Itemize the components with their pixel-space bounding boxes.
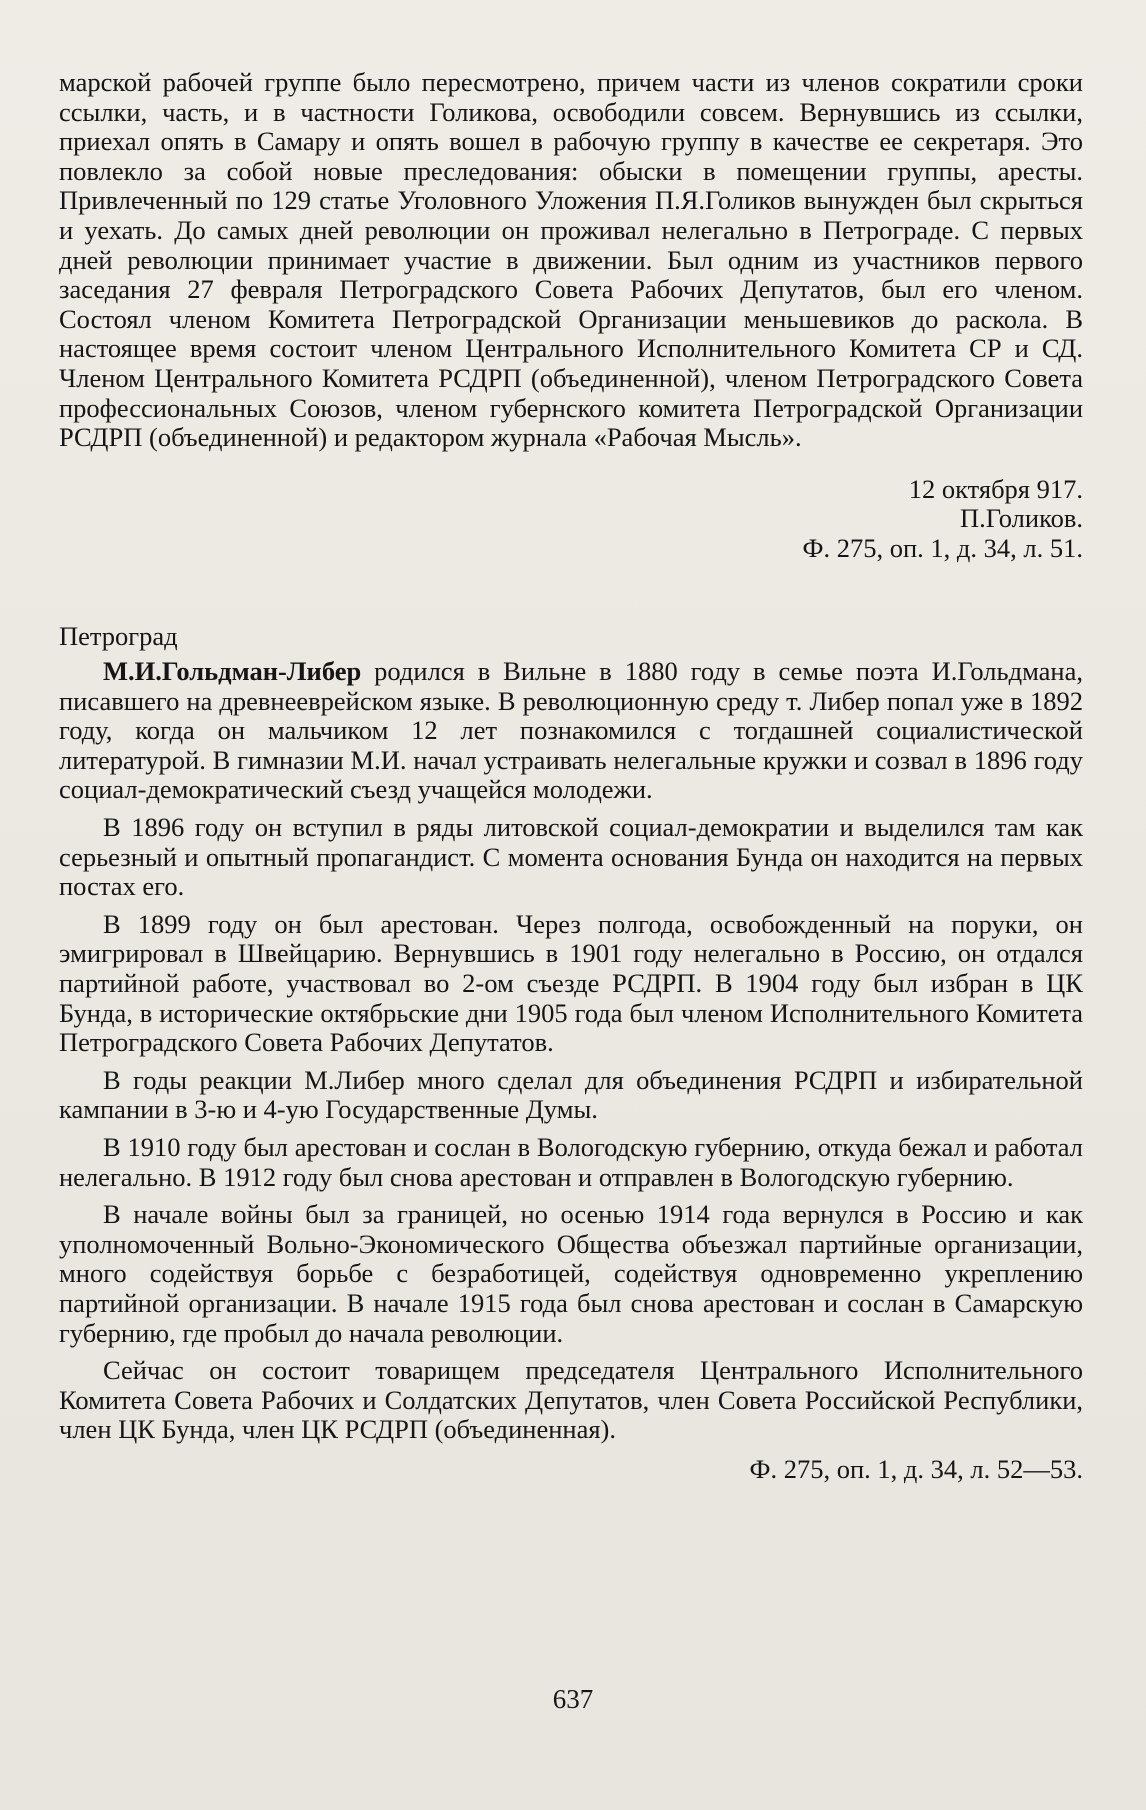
- biography-paragraph-text: родился в Вильне в 1880 году в семье поэта И.Гольдмана, писавшего на древнееврейском языке. В революционную среду т. Либер попал уже в 1892 году, когда он мальчиком 12 лет познакомился с тогдашней социалистической литературой. В гимназии М.И. начал устраивать нелегальные кружки и созвал в 1896 году социал-демократический съезд учащейся молодежи.: [59, 656, 1083, 805]
- signature-name: П.Голиков.: [960, 503, 1083, 534]
- biography-paragraph: [59, 657, 1083, 805]
- archive-reference: Ф. 275, оп. 1, д. 34, л. 52—53.: [749, 1453, 1083, 1484]
- biography-paragraph: В годы реакции М.Либер много сделал для объединения РСДРП и избирательной кампании в 3-ю и 4-ую Государственные Думы.: [59, 1064, 1083, 1125]
- biography-paragraph: В 1899 году он был арестован. Через полгода, освобожденный на поруки, он эмигрировал в Швейцарию. Вернувшись в 1901 году нелегально в Россию, он отдался партийной работе, участвовал во 2-ом съезде РСДРП. В 1904 году был избран в ЦК Бунда, в исторические октябрьские дни 1905 года был членом Исполнительного Комитета Петроградского Совета Рабочих Депутатов.: [59, 908, 1083, 1058]
- biography-paragraph: В 1896 году он вступил в ряды литовской социал-демократии и выделился там как серьезный и опытный пропагандист. С момента основания Бунда он находится на первых постах его.: [59, 812, 1083, 902]
- biography-paragraph: В начале войны был за границей, но осенью 1914 года вернулся в Россию и как уполномоченный Вольно-Экономического Общества объезжал партийные организации, много содействуя борьбе с безработицей, содействуя одновременно укреплению партийной организации. В начале 1915 года был снова арестован и сослан в Самарскую губернию, где пробыл до начала революции.: [59, 1199, 1083, 1348]
- biography-paragraph: Сейчас он состоит товарищем председателя Центрального Исполнительного Комитета Совета Рабочих и Солдатских Депутатов, член Совета Российской Республики, член ЦК Бунда, член ЦК РСДРП (объединенная).: [59, 1355, 1083, 1445]
- biography-paragraph: В 1910 году был арестован и сослан в Вологодскую губернию, откуда бежал и работал нелегально. В 1912 году был снова арестован и отправлен в Вологодскую губернию.: [59, 1132, 1083, 1192]
- main-text: [59, 68, 1083, 1485]
- person-name: М.И.Гольдман-Либер: [103, 656, 362, 687]
- page-number: 637: [552, 1684, 594, 1714]
- archive-reference: Ф. 275, оп. 1, д. 34, л. 51.: [802, 532, 1083, 563]
- place-heading: Петроград: [59, 620, 178, 651]
- continuation-paragraph: марской рабочей группе было пересмотрено, причем части из членов сократили сроки ссылки, часть, и в частности Голикова, освободили совсем. Вернувшись из ссылки, приехал опять в Самару и опять вошел в рабочую группу в качестве ее секретаря. Это повлекло за собой новые преследования: обыски в помещении группы, аресты. Привлеченный по 129 статье Уголовного Уложения П.Я.Голиков вынужден был скрыться и уехать. До самых дней революции он проживал нелегально в Петрограде. С первых дней революции принимает участие в движении. Был одним из участников первого заседания 27 февраля Петроградского Совета Рабочих Депутатов, был его членом. Состоял членом Комитета Петроградской Организации меньшевиков до раскола. В настоящее время состоит членом Центрального Исполнительного Комитета СР и СД. Членом Центрального Комитета РСДРП (объединенной), членом Петроградского Совета профессиональных Союзов, членом губернского комитета Петроградской Организации РСДРП (объединенной) и редактором журнала «Рабочая Мысль».: [59, 67, 1083, 453]
- signature-date: 12 октября 917.: [908, 473, 1083, 504]
